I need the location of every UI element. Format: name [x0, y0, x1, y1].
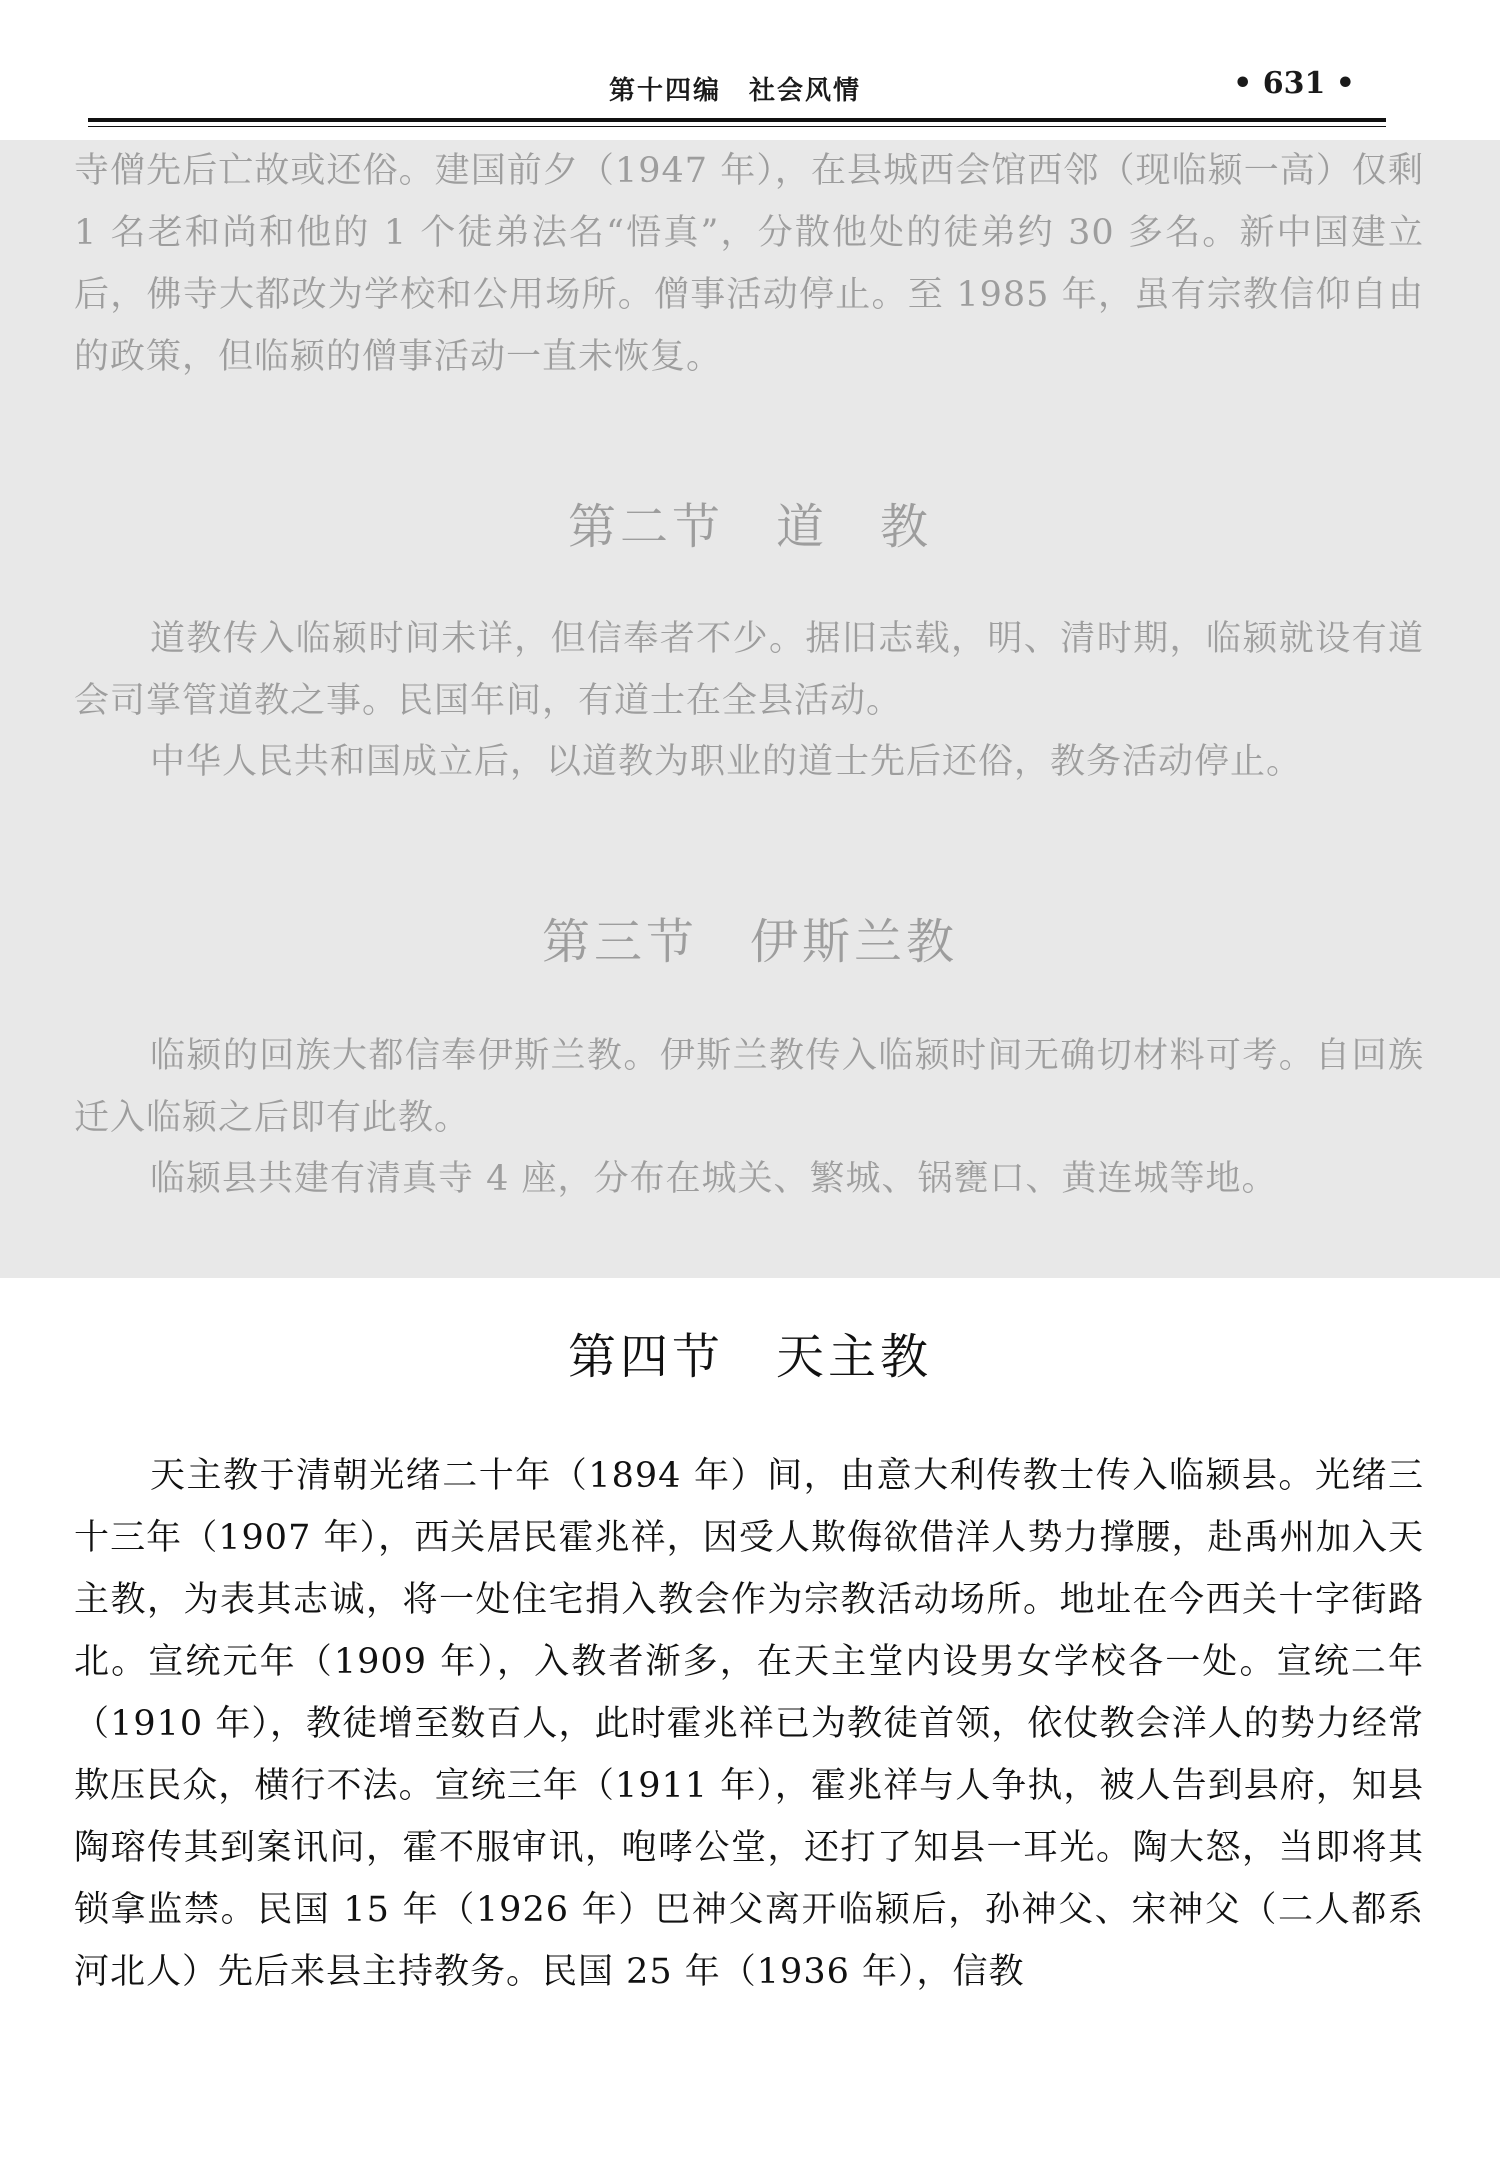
section-title-taoism: 第二节 道 教 [567, 499, 932, 555]
header-title: 第十四编 社会风情 [608, 76, 861, 106]
section-title-catholicism: 第四节 天主教 [567, 1329, 932, 1385]
islam-paragraph-2: 临颍县共建有清真寺 4 座，分布在城关、繁城、锅甕口、黄连城等地。 [150, 1159, 1278, 1199]
running-header [90, 62, 1380, 112]
islam-paragraph-1: 临颍的回族大都信奉伊斯兰教。伊斯兰教传入临颍时间无确切材料可考。自回族迁入临颍之后即有此教。 [74, 1036, 1424, 1138]
taoism-paragraph-2: 中华人民共和国成立后，以道教为职业的道士先后还俗，教务活动停止。 [150, 742, 1303, 782]
buddhism-paragraph-tail: 寺僧先后亡故或还俗。建国前夕（1947 年），在县城西会馆西邻（现临颍一高）仅剩 1 名老和尚和他的 1 个徒弟法名“悟真”，分散他处的徒弟约 30 多名。新中国建立后，佛寺大都改为学校和公用场所。僧事活动停止。至 1985 年，虽有宗教信仰自由的政策，但临颍的僧事活动一直未恢复。 [74, 151, 1424, 377]
header-rule-thin [88, 126, 1386, 127]
page-number: • 631 • [1233, 66, 1355, 101]
catholicism-paragraph-1: 天主教于清朝光绪二十年（1894 年）间，由意大利传教士传入临颍县。光绪三十三年（1907 年），西关居民霍兆祥，因受人欺侮欲借洋人势力撑腰，赴禹州加入天主教，为表其志诚，将一处住宅捐入教会作为宗教活动场所。地址在今西关十字街路北。宣统元年（1909 年），入教者渐多，在天主堂内设男女学校各一处。宣统二年（1910 年），教徒增至数百人，此时霍兆祥已为教徒首领，依仗教会洋人的势力经常欺压民众，横行不法。宣统三年（1911 年），霍兆祥与人争执，被人告到县府，知县陶瑢传其到案讯问，霍不服审讯，咆哮公堂，还打了知县一耳光。陶大怒，当即将其锁拿监禁。民国 15 年（1926 年）巴神父离开临颍后，孙神父、宋神父（二人都系河北人）先后来县主持教务。民国 25 年（1936 年），信教 [74, 1456, 1424, 1992]
header-rule-thick [88, 118, 1386, 122]
taoism-paragraph-1: 道教传入临颍时间未详，但信奉者不少。据旧志载，明、清时期，临颍就设有道会司掌管道教之事。民国年间，有道士在全县活动。 [74, 619, 1424, 721]
section-title-islam: 第三节 伊斯兰教 [541, 914, 958, 970]
